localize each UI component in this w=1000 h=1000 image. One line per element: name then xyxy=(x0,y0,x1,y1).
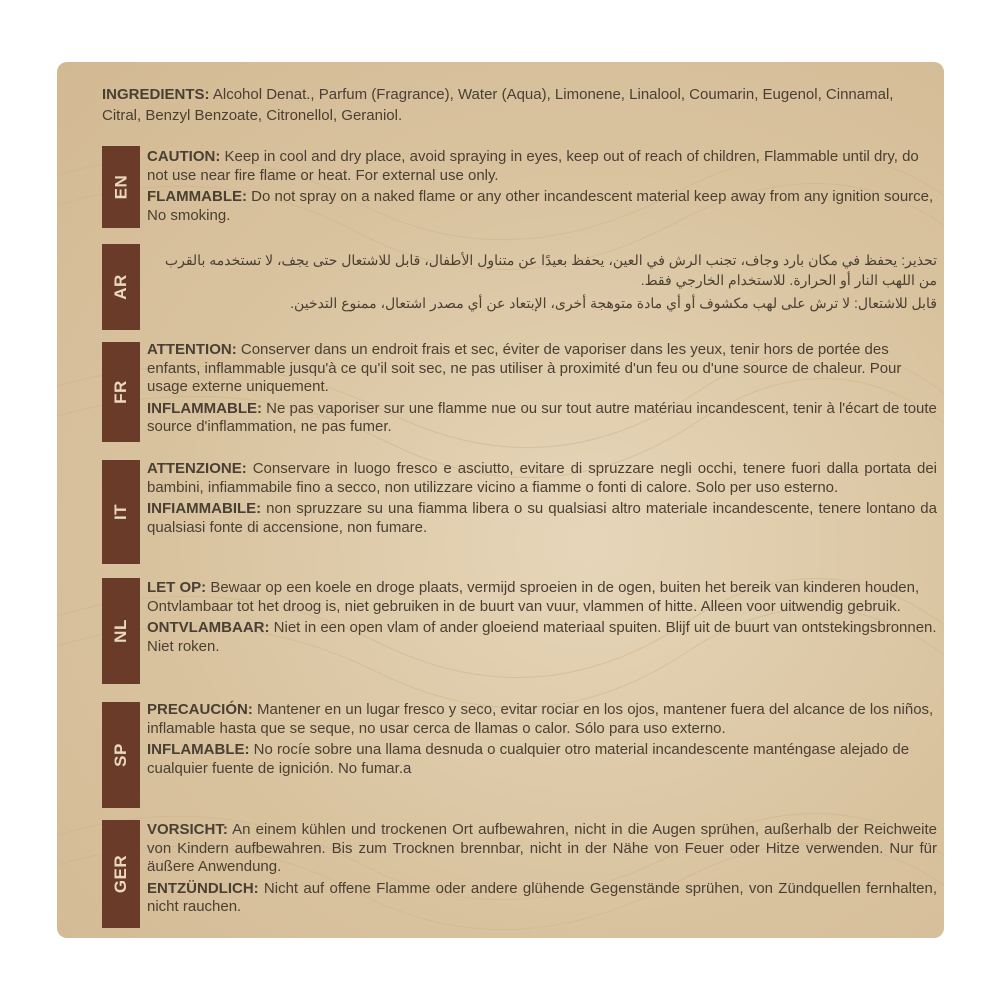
ingredients-text xyxy=(102,84,932,126)
section-en xyxy=(102,142,937,232)
precaucion-label: PRECAUCIÓN: xyxy=(147,701,253,718)
entzuendlich-label: ENTZÜNDLICH: xyxy=(147,879,259,897)
inflammable-label: INFLAMMABLE: xyxy=(147,399,262,417)
entzuendlich-text: Nicht auf offene Flamme oder andere glühende Gegenstände sprühen, von Zündquellen fernhalten, nicht rauchen. xyxy=(147,879,937,915)
lang-tab-sp xyxy=(102,702,140,808)
section-sp xyxy=(102,698,937,808)
ingredients-list: Alcohol Denat., Parfum (Fragrance), Water (Aqua), Limonene, Linalool, Coumarin, Eugenol, Cinnamal, Citral, Benzyl Benzoate, Citronellol, Geraniol. xyxy=(102,86,894,124)
let-op-text: Bewaar op een koele en droge plaats, vermijd sproeien in de ogen, buiten het bereik van kinderen houden, Ontvlambaar tot het droog is, niet gebruiken in de buurt van vuur, vlammen of hitte. Alleen voor uitwendig gebruik. xyxy=(147,579,920,615)
inflammable-text: Ne pas vaporiser sur une flamme nue ou sur tout autre matériau incandescent, tenir à l'écart de toute source d'inflammation, ne pas fumer. xyxy=(147,399,937,435)
ingredients-label: INGREDIENTS: xyxy=(102,86,210,103)
attenzione-label: ATTENZIONE: xyxy=(147,460,247,477)
vorsicht-label: VORSICHT: xyxy=(147,821,228,838)
lang-code: NL xyxy=(110,619,130,643)
ar-caution-text: تحذير: يحفظ في مكان بارد وجاف، تجنب الرش في العين، يحفظ بعيدًا عن متناول الأطفال، قابل للاشتعال حتى يجف، لا تستخدمه بالقرب من اللهب النار أو الحرارة. للاستخدام الخارجي فقط. xyxy=(164,252,937,288)
section-ar-body xyxy=(147,250,937,316)
lang-tab-ar xyxy=(102,244,140,330)
lang-tab-ger xyxy=(102,820,140,928)
section-nl-body xyxy=(147,579,937,659)
ontvlambaar-text: Niet in een open vlam of ander gloeiend materiaal spuiten. Blijf uit de buurt van ontstekingsbronnen. Niet roken. xyxy=(147,619,937,655)
inflamable-text: No rocíe sobre una llama desnuda o cualquier otro material incandescente manténgase alejado de cualquier fuente de ignición. No fumar.a xyxy=(147,741,910,777)
precaucion-text: Mantener en un lugar fresco y seco, evitar rociar en los ojos, mantener fuera del alcance de los niños, inflamable hasta que se seque, no usar cerca de llamas o calor. Sólo para uso externo. xyxy=(147,701,934,737)
lang-tab-it xyxy=(102,460,140,564)
lang-code: SP xyxy=(111,743,130,767)
section-ger-body xyxy=(147,821,937,920)
label-card xyxy=(57,62,944,938)
section-sp-body xyxy=(147,701,937,781)
section-it xyxy=(102,458,937,568)
attenzione-text: Conservare in luogo fresco e asciutto, evitare di spruzzare negli occhi, tenere fuori dalla portata dei bambini, infiammabile fino a secco, non utilizzare vicino a fiamme o fonti di calore. Solo per uso esterno. xyxy=(147,460,937,496)
let-op-label: LET OP: xyxy=(147,579,207,596)
caution-text: Keep in cool and dry place, avoid spraying in eyes, keep out of reach of children, Flammable until dry, do not use near fire flame or heat. For external use only. xyxy=(147,148,919,184)
section-it-body xyxy=(147,460,937,540)
section-ger xyxy=(102,818,937,930)
ar-flammable-text: قابل للاشتعال: لا ترش على لهب مكشوف أو أي مادة متوهجة أخرى، الإبتعاد عن أي مصدر اشتعال، ممنوع التدخين. xyxy=(290,295,937,311)
attention-text: Conserver dans un endroit frais et sec, éviter de vaporiser dans les yeux, tenir hors de portée des enfants, inflammable jusqu'à ce qu'il soit sec, ne pas utiliser à proximité d'un feu ou d'une source de chaleur. Pour usage externe uniquement. xyxy=(147,341,902,395)
infiammabile-text: non spruzzare su una fiamma libera o su qualsiasi altro materiale incandescente, tenere lontano da qualsiasi fonte di accensione, non fumare. xyxy=(147,500,937,536)
lang-tab-en xyxy=(102,146,140,228)
section-ar xyxy=(102,242,937,342)
flammable-text: Do not spray on a naked flame or any other incandescent material keep away from any ignition source, No smoking. xyxy=(147,188,934,224)
section-nl xyxy=(102,576,937,686)
section-fr-body xyxy=(147,341,937,440)
infiammabile-label: INFIAMMABILE: xyxy=(147,500,262,517)
lang-code: GER xyxy=(111,854,130,894)
lang-tab-fr xyxy=(102,342,140,442)
lang-code: IT xyxy=(110,503,130,521)
lang-code: EN xyxy=(111,174,130,200)
vorsicht-text: An einem kühlen und trockenen Ort aufbewahren, nicht in die Augen sprühen, außerhalb der Reichweite von Kindern aufbewahren. Bis zum Trocknen brennbar, nicht in der Nähe von Feuer oder Hitze verwenden. Nur für äußere Anwendung. xyxy=(147,821,937,875)
lang-code: FR xyxy=(110,380,130,404)
section-en-body xyxy=(147,148,937,228)
flammable-label: FLAMMABLE: xyxy=(147,188,247,205)
lang-tab-nl xyxy=(102,578,140,684)
ontvlambaar-label: ONTVLAMBAAR: xyxy=(147,619,270,636)
caution-label: CAUTION: xyxy=(147,148,221,165)
lang-code: AR xyxy=(111,274,130,300)
section-fr xyxy=(102,340,937,450)
attention-label: ATTENTION: xyxy=(147,341,237,358)
inflamable-label: INFLAMABLE: xyxy=(147,741,250,758)
